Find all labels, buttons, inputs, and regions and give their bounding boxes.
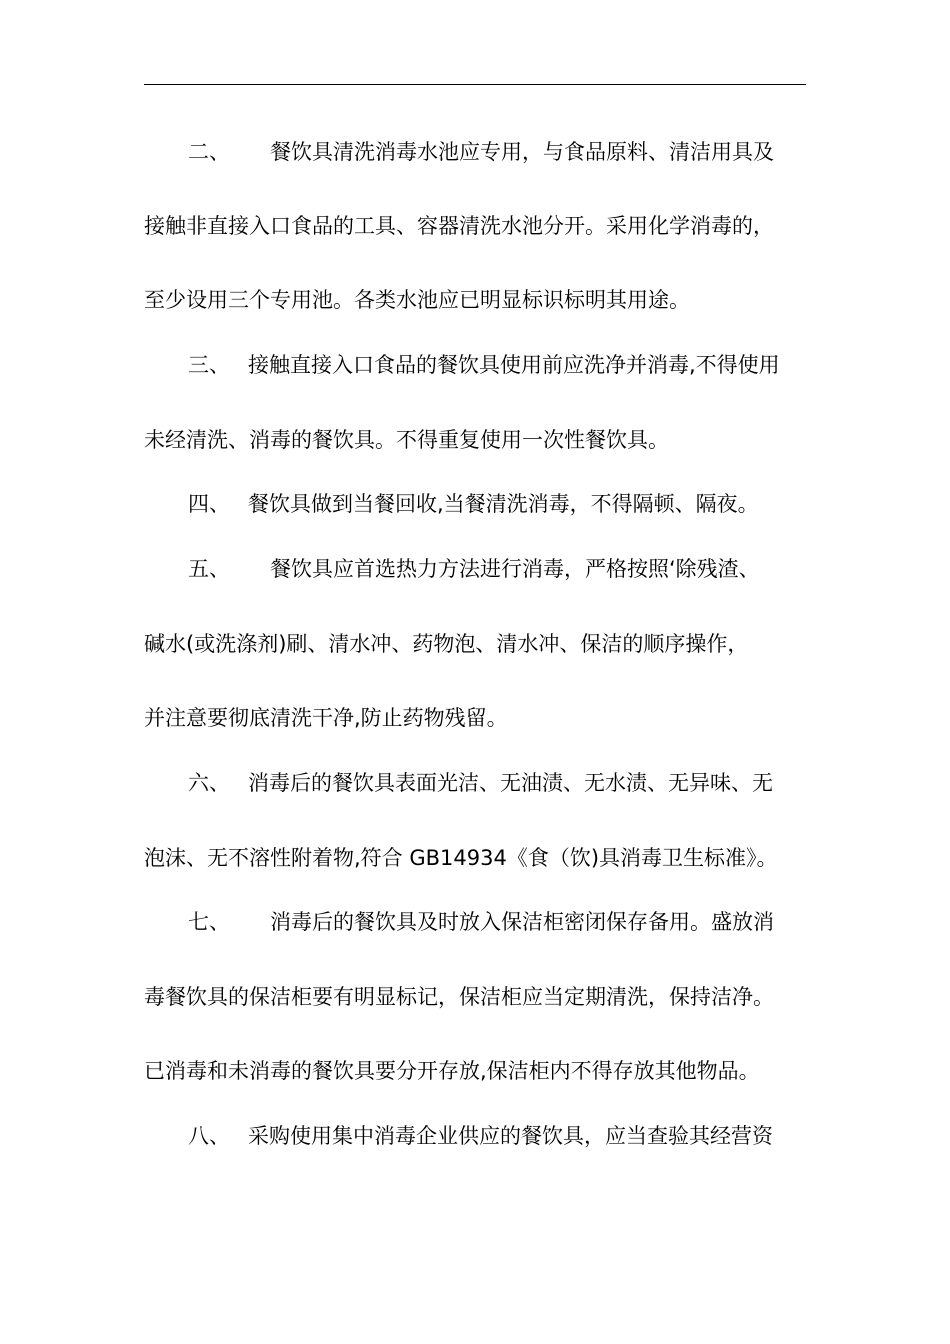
paragraph-6-line-2: 泡沫、无不溶性附着物,符合 GB14934《食（饮)具消毒卫生标准》。	[144, 846, 778, 870]
paragraph-text: 餐饮具应首选热力方法进行消毒，严格按照‘除残渣、	[270, 557, 760, 581]
paragraph-5-line-3: 并注意要彻底清洗干净,防止药物残留。	[144, 706, 508, 730]
paragraph-6-line-1	[188, 769, 773, 797]
header-rule	[144, 84, 806, 85]
paragraph-number: 三、	[188, 353, 230, 377]
paragraph-2-line-3: 至少设用三个专用池。各类水池应已明显标识标明其用途。	[144, 288, 690, 312]
paragraph-number: 八、	[188, 1124, 230, 1148]
paragraph-text: 接触直接入口食品的餐饮具使用前应洗净并消毒,不得使用	[248, 353, 780, 377]
paragraph-number: 二、	[188, 140, 230, 164]
paragraph-text: 餐饮具清洗消毒水池应专用，与食品原料、清洁用具及	[270, 140, 774, 164]
paragraph-2-line-1	[188, 138, 774, 166]
paragraph-text: 消毒后的餐饮具及时放入保洁柜密闭保存备用。盛放消	[270, 910, 774, 934]
paragraph-3-line-1	[188, 351, 780, 379]
paragraph-5-line-1	[188, 555, 760, 583]
paragraph-2-line-2: 接触非直接入口食品的工具、容器清洗水池分开。采用化学消毒的，	[144, 214, 774, 238]
paragraph-8-line-1	[188, 1122, 773, 1150]
paragraph-3-line-2: 未经清洗、消毒的餐饮具。不得重复使用一次性餐饮具。	[144, 428, 669, 452]
paragraph-7-line-3: 已消毒和未消毒的餐饮具要分开存放,保洁柜内不得存放其他物品。	[144, 1059, 760, 1083]
paragraph-7-line-1	[188, 908, 774, 936]
paragraph-number: 五、	[188, 557, 230, 581]
paragraph-4-line-1	[188, 490, 759, 518]
paragraph-7-line-2: 毒餐饮具的保洁柜要有明显标记，保洁柜应当定期清洗，保持洁净。	[144, 985, 774, 1009]
paragraph-number: 四、	[188, 492, 230, 516]
paragraph-text: 采购使用集中消毒企业供应的餐饮具，应当查验其经营资	[248, 1124, 773, 1148]
paragraph-text: 消毒后的餐饮具表面光洁、无油渍、无水渍、无异味、无	[248, 771, 773, 795]
paragraph-number: 六、	[188, 771, 230, 795]
paragraph-number: 七、	[188, 910, 230, 934]
paragraph-text: 餐饮具做到当餐回收,当餐清洗消毒，不得隔顿、隔夜。	[248, 492, 759, 516]
paragraph-5-line-2: 碱水(或洗涤剂)刷、清水冲、药物泡、清水冲、保洁的顺序操作，	[144, 632, 749, 656]
